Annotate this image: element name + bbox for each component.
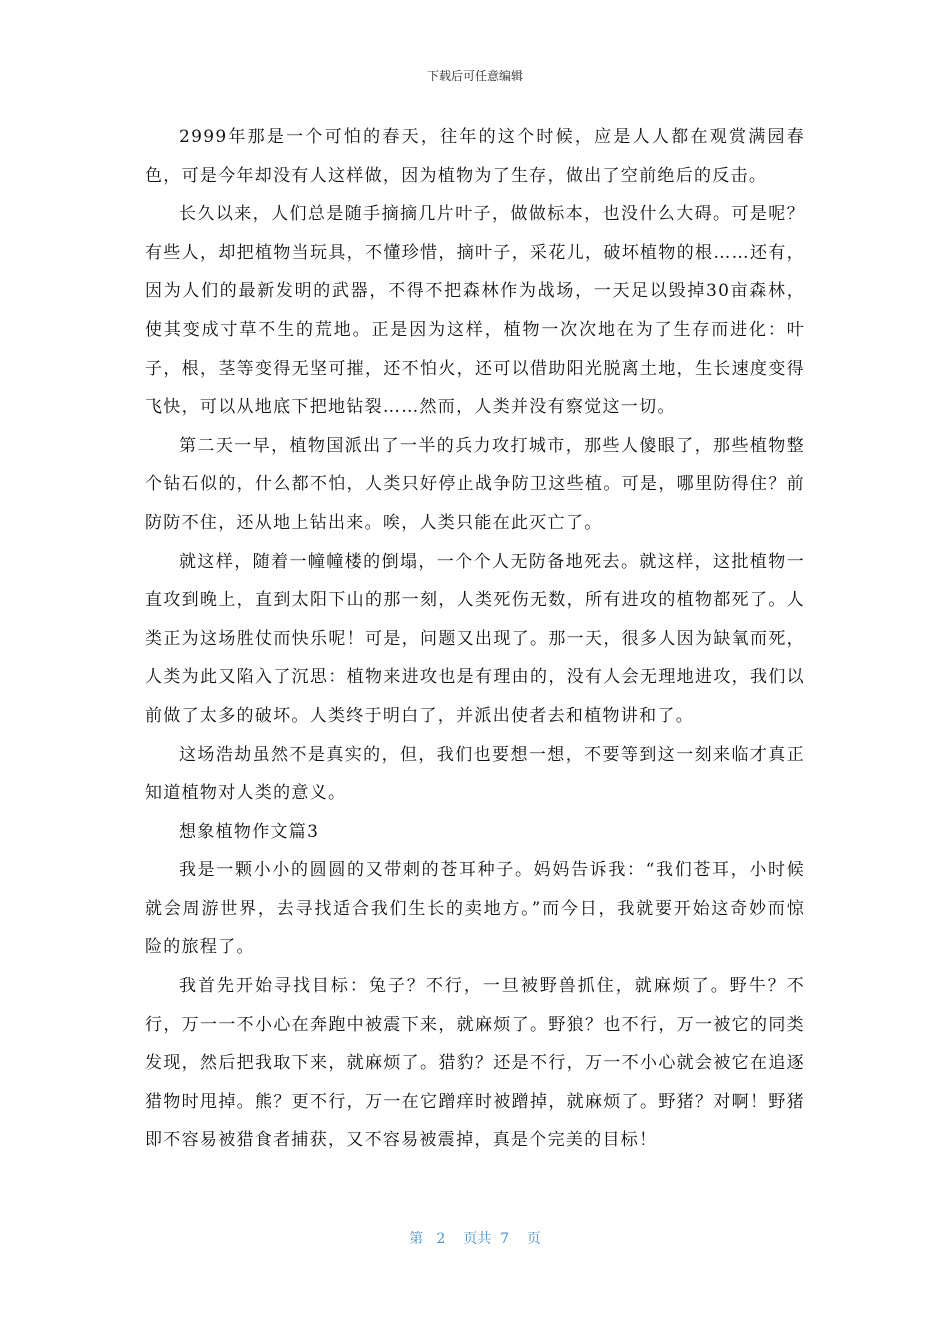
paragraph-4: 就这样，随着一幢幢楼的倒塌，一个个人无防备地死去。就这样，这批植物一直攻到晚上，直到太阳下山的那一刻，人类死伤无数，所有进攻的植物都死了。人类正为这场胜仗而快乐呢！可是，问题又出现了。那一天，很多人因为缺氧而死，人类为此又陷入了沉思：植物来进攻也是有理由的，没有人会无理地进攻，我们以前做了太多的破坏。人类终于明白了，并派出使者去和植物讲和了。 [145, 551, 805, 726]
footer-total-pages: 7 [500, 1231, 510, 1247]
page-footer [0, 1228, 950, 1248]
paragraph-7: 我首先开始寻找目标：兔子？不行，一旦被野兽抓住，就麻烦了。野牛？不行，万一一不小心在奔跑中被震下来，就麻烦了。野狼？也不行，万一被它的同类发现，然后把我取下来，就麻烦了。猎豹？还是不行，万一不小心就会被它在追逐猎物时甩掉。熊？更不行，万一在它蹭痒时被蹭掉，就麻烦了。野猪？对啊！野猪即不容易被猎食者捕获，又不容易被震掉，真是个完美的目标！ [145, 976, 805, 1151]
paragraph-5: 这场浩劫虽然不是真实的，但，我们也要想一想，不要等到这一刻来临才真正知道植物对人类的意义。 [145, 744, 805, 804]
footer-current-page: 2 [436, 1231, 446, 1247]
paragraph-3: 第二天一早，植物国派出了一半的兵力攻打城市，那些人傻眼了，那些植物整个钻石似的，什么都不怕，人类只好停止战争防卫这些植。可是，哪里防得住？前防防不住，还从地上钻出来。唉，人类只能在此灭亡了。 [145, 435, 805, 533]
footer-mid: 页共 [463, 1231, 492, 1247]
footer-suffix: 页 [526, 1231, 541, 1247]
document-body [145, 118, 805, 1160]
paragraph-2: 长久以来，人们总是随手摘摘几片叶子，做做标本，也没什么大碍。可是呢？有些人，却把植物当玩具，不懂珍惜，摘叶子，采花儿，破坏植物的根……还有，因为人们的最新发明的武器，不得不把森林作为战场，一天足以毁掉30亩森林，使其变成寸草不生的荒地。正是因为这样，植物一次次地在为了生存而进化：叶子，根，茎等变得无坚可摧，还不怕火，还可以借助阳光脱离土地，生长速度变得飞快，可以从地底下把地钻裂……然而，人类并没有察觉这一切。 [145, 204, 805, 418]
page-header: 下载后可任意编辑 [426, 69, 523, 83]
paragraph-1: 2999年那是一个可怕的春天，往年的这个时候，应是人人都在观赏满园春色，可是今年却没有人这样做，因为植物为了生存，做出了空前绝后的反击。 [145, 127, 805, 186]
paragraph-6: 我是一颗小小的圆圆的又带刺的苍耳种子。妈妈告诉我：“我们苍耳，小时候就会周游世界，去寻找适合我们生长的卖地方。”而今日，我就要开始这奇妙而惊险的旅程了。 [145, 860, 805, 958]
section-heading: 想象植物作文篇3 [179, 821, 320, 842]
footer-prefix: 第 [409, 1231, 424, 1247]
